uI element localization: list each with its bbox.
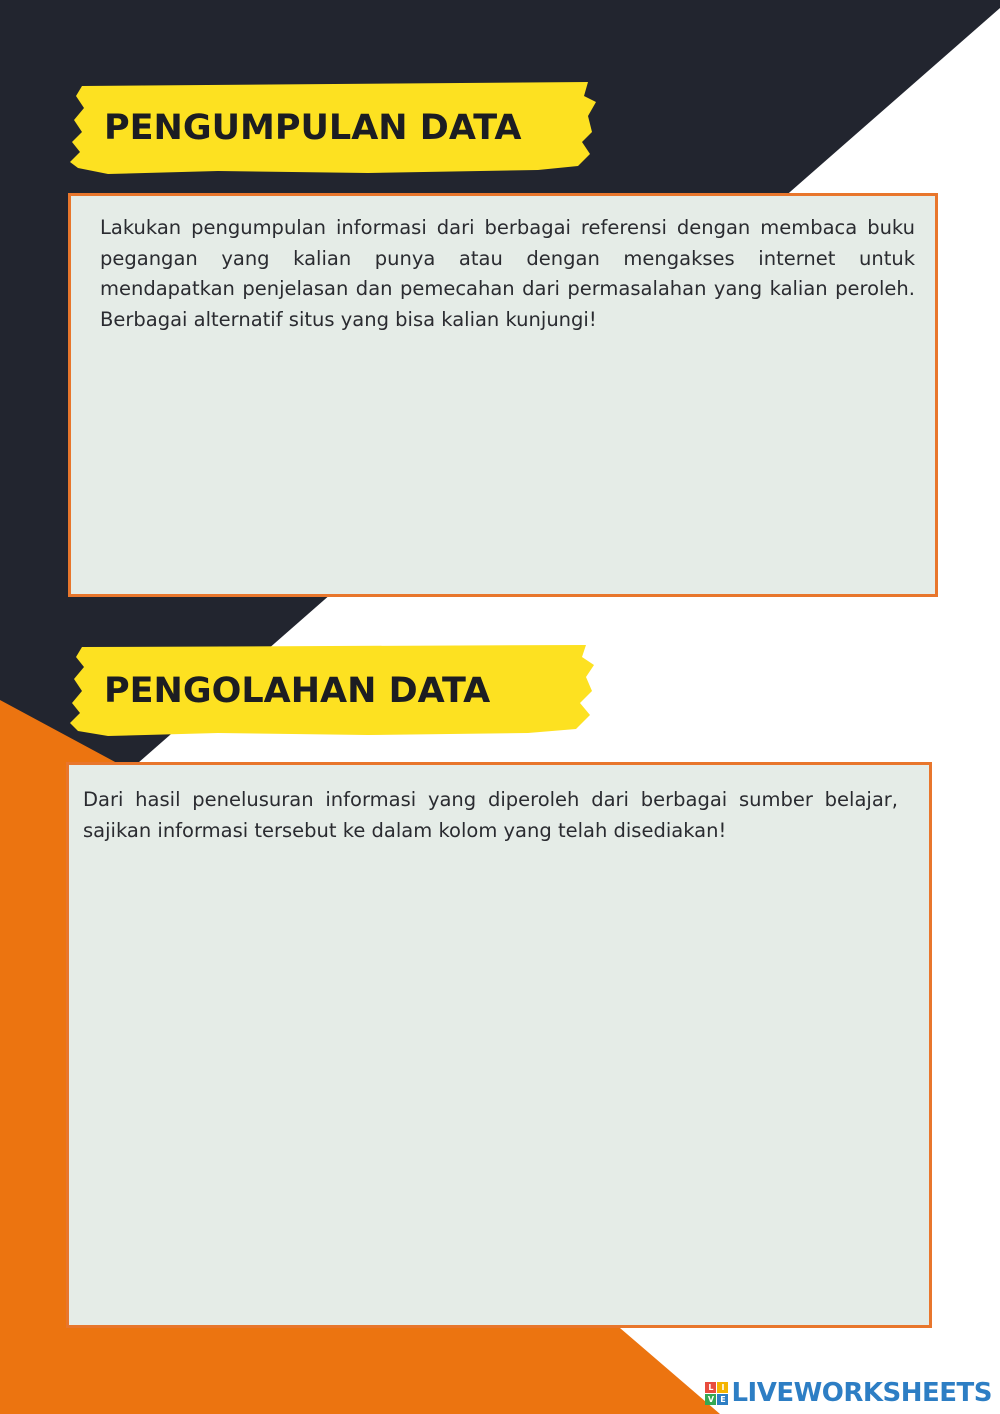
section1-title: PENGUMPULAN DATA bbox=[104, 107, 522, 148]
logo-letter: L bbox=[705, 1382, 716, 1393]
section2-title: PENGOLAHAN DATA bbox=[104, 670, 491, 711]
section2-title-banner bbox=[68, 643, 598, 738]
liveworksheets-logo-icon bbox=[705, 1382, 728, 1405]
section1-instructions: Lakukan pengumpulan informasi dari berbagai referensi dengan membaca buku pegangan yang kalian punya atau dengan mengakses internet untuk mendapatkan penjelasan dan pemecahan dari permasalahan yang kalian peroleh. Berbagai alternatif situs yang bisa kalian kunjungi! bbox=[100, 216, 915, 331]
logo-letter: E bbox=[717, 1394, 728, 1405]
section2-content-box bbox=[66, 762, 932, 1328]
section1-title-banner bbox=[68, 80, 598, 175]
watermark-text: LIVEWORKSHEETS bbox=[731, 1378, 992, 1408]
logo-letter: I bbox=[717, 1382, 728, 1393]
section2-instructions: Dari hasil penelusuran informasi yang diperoleh dari berbagai sumber belajar, sajikan informasi tersebut ke dalam kolom yang telah disediakan! bbox=[83, 788, 898, 842]
liveworksheets-watermark bbox=[705, 1378, 992, 1408]
logo-letter: V bbox=[705, 1394, 716, 1405]
